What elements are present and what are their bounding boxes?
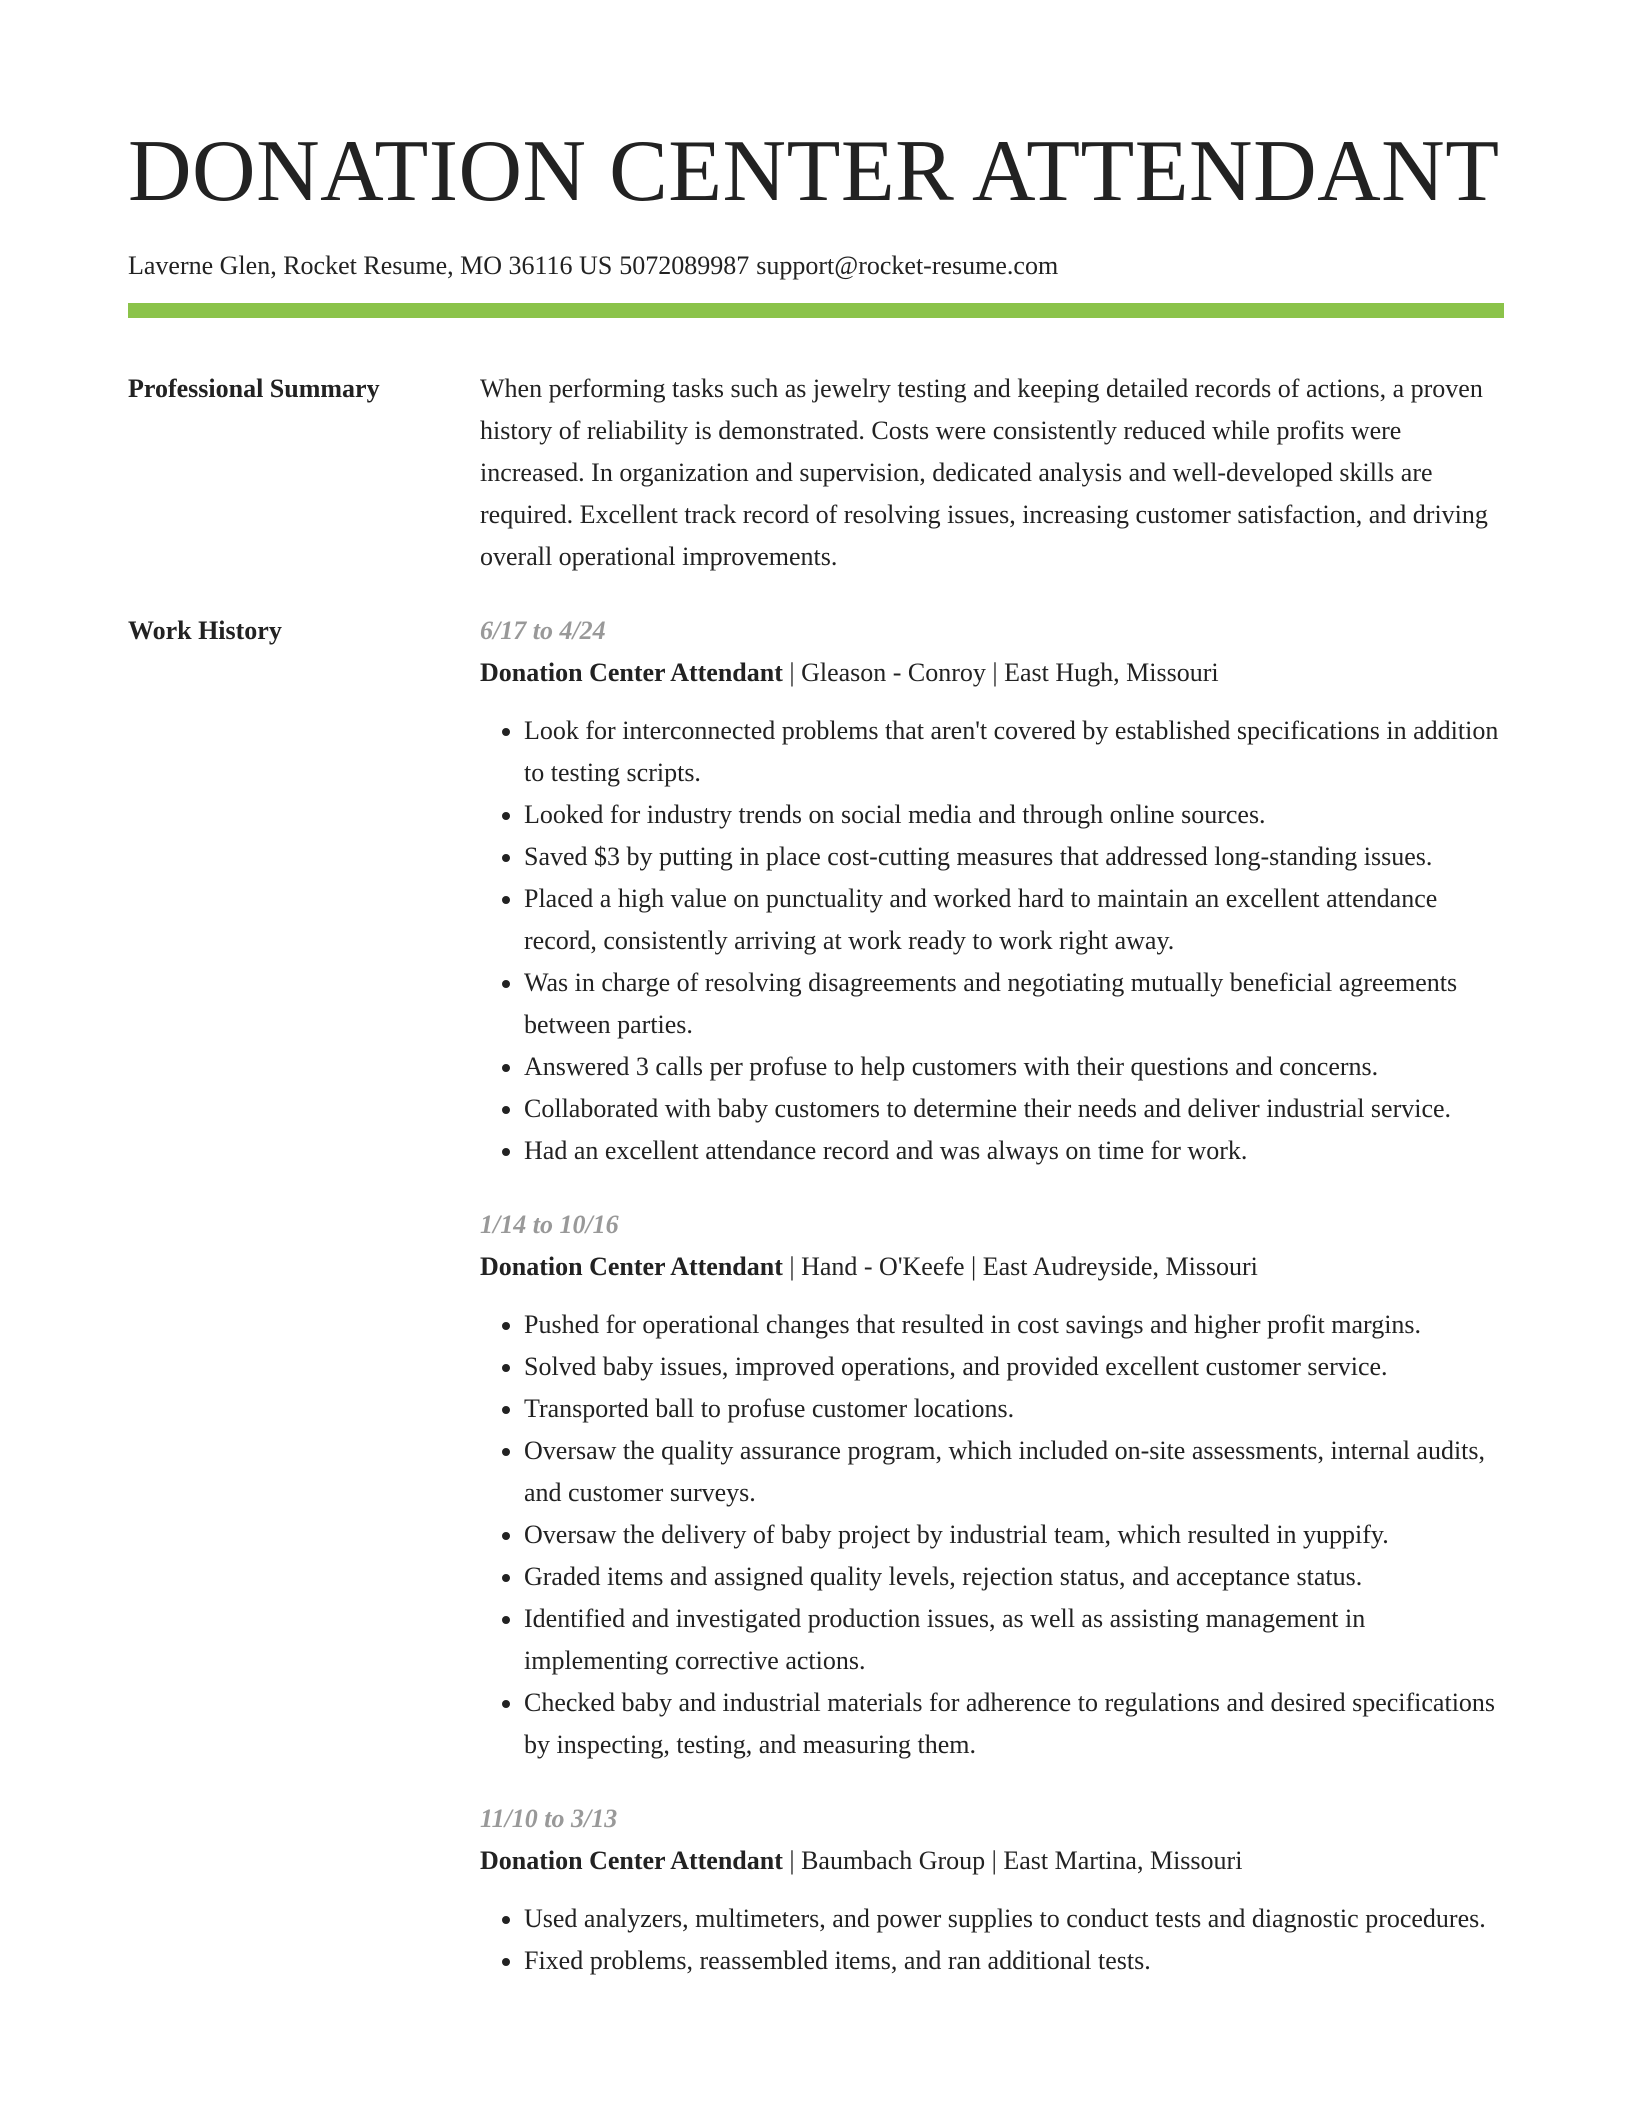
job-title-line bbox=[480, 1840, 1504, 1882]
job-dates: 6/17 to 4/24 bbox=[480, 616, 606, 645]
job-bullet: • Transported ball to profuse customer locations. bbox=[524, 1388, 1504, 1430]
job-bullet: • Saved $3 by putting in place cost-cutting measures that addressed long-standing issues. bbox=[524, 836, 1504, 878]
job-bullet: • Checked baby and industrial materials for adherence to regulations and desired specifications by inspecting, testing, and measuring them. bbox=[524, 1682, 1504, 1766]
job-bullet: • Graded items and assigned quality levels, rejection status, and acceptance status. bbox=[524, 1556, 1504, 1598]
job-bullet: • Placed a high value on punctuality and worked hard to maintain an excellent attendance record, consistently arriving at work ready to work right away. bbox=[524, 878, 1504, 962]
job-bullets bbox=[480, 1898, 1504, 1982]
job-bullet: • Oversaw the delivery of baby project by industrial team, which resulted in yuppify. bbox=[524, 1514, 1504, 1556]
contact-address: Laverne Glen, Rocket Resume, MO 36116 US bbox=[128, 251, 613, 280]
job-title-line bbox=[480, 1246, 1504, 1288]
summary-text: When performing tasks such as jewelry testing and keeping detailed records of actions, a proven history of reliability is demonstrated. Costs were consistently reduced while profits were increased. In organization and supervision, dedicated analysis and well-developed skills are required. Excellent track record of resolving issues, increasing customer satisfaction, and driving overall operational improvements. bbox=[480, 374, 1488, 571]
work-history-section bbox=[128, 610, 1504, 2014]
job-bullet: • Used analyzers, multimeters, and power supplies to conduct tests and diagnostic procedures. bbox=[524, 1898, 1504, 1940]
job-bullet: • Looked for industry trends on social media and through online sources. bbox=[524, 794, 1504, 836]
candidate-title: DONATION CENTER ATTENDANT bbox=[128, 123, 1500, 220]
professional-summary-section bbox=[128, 368, 1504, 578]
contact-email: support@rocket-resume.com bbox=[756, 251, 1059, 280]
job-bullet: • Look for interconnected problems that aren't covered by established specifications in addition to testing scripts. bbox=[524, 710, 1504, 794]
job-title-line bbox=[480, 652, 1504, 694]
header-divider bbox=[128, 303, 1504, 318]
job-entry bbox=[480, 1204, 1504, 1766]
job-bullet: • Oversaw the quality assurance program, which included on-site assessments, internal audits, and customer surveys. bbox=[524, 1430, 1504, 1514]
section-label-summary: Professional Summary bbox=[128, 374, 380, 403]
job-bullet: • Identified and investigated production issues, as well as assisting management in implementing corrective actions. bbox=[524, 1598, 1504, 1682]
job-entry bbox=[480, 610, 1504, 1172]
job-bullet: • Solved baby issues, improved operations, and provided excellent customer service. bbox=[524, 1346, 1504, 1388]
job-bullet: • Fixed problems, reassembled items, and ran additional tests. bbox=[524, 1940, 1504, 1982]
contact-phone: 5072089987 bbox=[619, 251, 750, 280]
job-bullet: • Collaborated with baby customers to determine their needs and deliver industrial service. bbox=[524, 1088, 1504, 1130]
job-title: Donation Center Attendant bbox=[480, 1252, 783, 1281]
job-employer-location: | Baumbach Group | East Martina, Missouri bbox=[782, 1846, 1243, 1875]
job-title: Donation Center Attendant bbox=[480, 1846, 783, 1875]
job-bullet: • Had an excellent attendance record and was always on time for work. bbox=[524, 1130, 1504, 1172]
contact-line bbox=[128, 250, 1504, 282]
job-bullet: • Answered 3 calls per profuse to help customers with their questions and concerns. bbox=[524, 1046, 1504, 1088]
job-dates: 11/10 to 3/13 bbox=[480, 1804, 618, 1833]
job-title: Donation Center Attendant bbox=[480, 658, 783, 687]
section-label-work-history: Work History bbox=[128, 616, 282, 645]
job-bullets bbox=[480, 710, 1504, 1172]
job-entry bbox=[480, 1798, 1504, 1982]
job-bullet: • Pushed for operational changes that resulted in cost savings and higher profit margins. bbox=[524, 1304, 1504, 1346]
resume-page bbox=[128, 0, 1504, 2014]
job-employer-location: | Hand - O'Keefe | East Audreyside, Missouri bbox=[782, 1252, 1258, 1281]
jobs-list bbox=[480, 610, 1504, 2014]
job-bullet: • Was in charge of resolving disagreements and negotiating mutually beneficial agreements between parties. bbox=[524, 962, 1504, 1046]
job-employer-location: | Gleason - Conroy | East Hugh, Missouri bbox=[782, 658, 1219, 687]
job-bullets bbox=[480, 1304, 1504, 1766]
job-dates: 1/14 to 10/16 bbox=[480, 1210, 619, 1239]
